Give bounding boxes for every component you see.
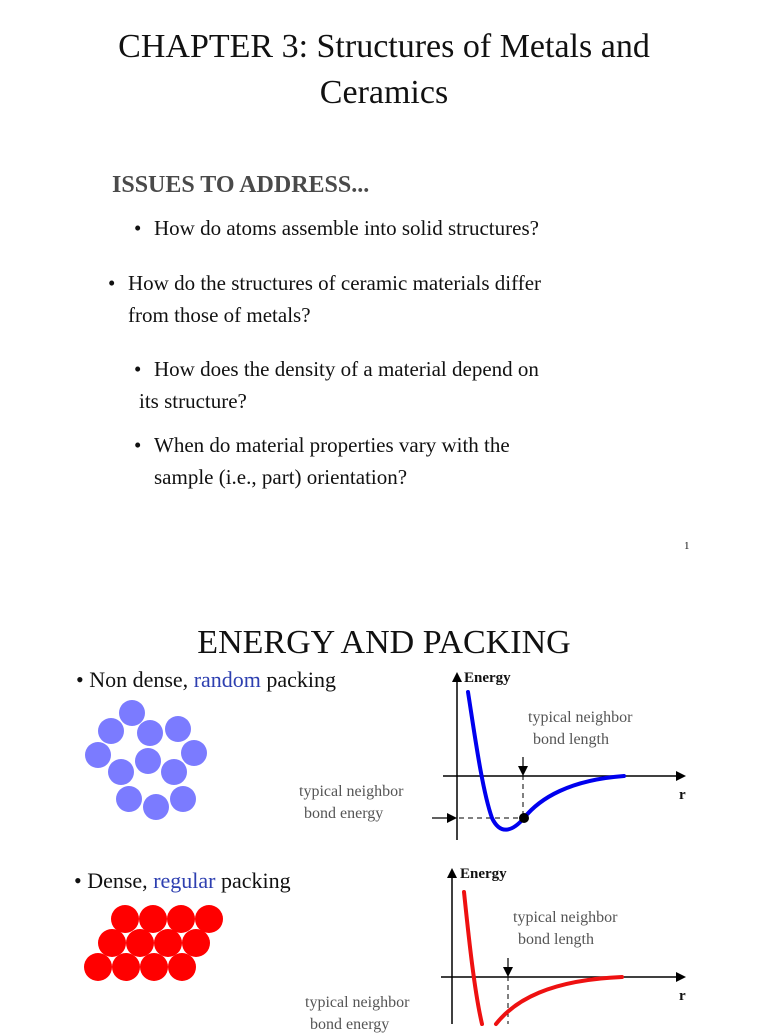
atom bbox=[108, 759, 134, 785]
regular-prefix: Dense, bbox=[87, 868, 154, 893]
issues-heading: ISSUES TO ADDRESS... bbox=[112, 172, 370, 198]
bullet-dot: • bbox=[134, 433, 142, 457]
bullet-dot: • bbox=[134, 357, 142, 381]
atom bbox=[161, 759, 187, 785]
atom bbox=[137, 720, 163, 746]
random-packing-atoms bbox=[85, 700, 207, 820]
atom bbox=[98, 718, 124, 744]
atom bbox=[111, 905, 139, 933]
atom bbox=[140, 953, 168, 981]
atom bbox=[139, 905, 167, 933]
atom bbox=[154, 929, 182, 957]
bond-energy-label-line1: typical neighbor bbox=[305, 994, 410, 1011]
bond-energy-label-line1: typical neighbor bbox=[299, 783, 404, 800]
bullet-2-text-line1: How do the structures of ceramic materials differ bbox=[128, 271, 542, 295]
atom bbox=[112, 953, 140, 981]
random-suffix: packing bbox=[260, 667, 337, 692]
atom bbox=[143, 794, 169, 820]
atom bbox=[98, 929, 126, 957]
bond-energy-label-line2: bond energy bbox=[304, 805, 384, 822]
bullet-1-text: How do atoms assemble into solid structures? bbox=[154, 216, 539, 240]
r-axis-label-bottom: r bbox=[679, 988, 686, 1004]
atom bbox=[170, 786, 196, 812]
bullet-3-text-line1: How does the density of a material depend on bbox=[154, 357, 539, 381]
random-accent: random bbox=[193, 667, 261, 692]
atom bbox=[119, 700, 145, 726]
energy-axis-label-top: Energy bbox=[464, 670, 511, 686]
regular-suffix: packing bbox=[215, 868, 291, 893]
atom bbox=[181, 740, 207, 766]
atom bbox=[116, 786, 142, 812]
atom bbox=[182, 929, 210, 957]
atom bbox=[168, 953, 196, 981]
atom bbox=[195, 905, 223, 933]
slide2-title: ENERGY AND PACKING bbox=[197, 624, 571, 661]
bullet-dot: • bbox=[76, 667, 90, 692]
energy-graph-top bbox=[432, 674, 684, 840]
random-prefix: Non dense, bbox=[89, 667, 194, 692]
atom bbox=[126, 929, 154, 957]
bond-length-label-line2: bond length bbox=[518, 931, 594, 948]
bond-energy-label-top bbox=[299, 781, 403, 825]
bullet-4-text-line2: sample (i.e., part) orientation? bbox=[154, 465, 408, 489]
atom bbox=[85, 742, 111, 768]
page-number: 1 bbox=[684, 540, 690, 552]
bullet-dot: • bbox=[108, 271, 116, 295]
atom bbox=[135, 748, 161, 774]
energy-axis-label-bottom: Energy bbox=[460, 866, 507, 882]
bond-length-label-bottom bbox=[513, 907, 617, 951]
atom bbox=[165, 716, 191, 742]
bullet-3-text-line2: its structure? bbox=[139, 389, 247, 413]
regular-accent: regular bbox=[153, 868, 216, 893]
bullet-dot: • bbox=[134, 216, 142, 240]
bullet-dot: • bbox=[74, 868, 88, 893]
bond-energy-label-bottom bbox=[305, 992, 410, 1033]
slide1-title-line1: CHAPTER 3: Structures of Metals and bbox=[118, 28, 650, 65]
atom bbox=[167, 905, 195, 933]
bond-length-label-line2: bond length bbox=[533, 731, 609, 748]
bullet-2-text-line2: from those of metals? bbox=[128, 303, 311, 327]
regular-packing-atoms bbox=[84, 905, 223, 981]
bullet-4-text-line1: When do material properties vary with the bbox=[154, 433, 510, 457]
atom bbox=[84, 953, 112, 981]
equilibrium-point bbox=[519, 813, 529, 823]
bond-energy-label-line2: bond energy bbox=[310, 1016, 390, 1033]
bond-length-label-top bbox=[528, 707, 632, 751]
bond-length-label-line1: typical neighbor bbox=[513, 909, 618, 926]
r-axis-label-top: r bbox=[679, 787, 686, 803]
bond-length-label-line1: typical neighbor bbox=[528, 709, 633, 726]
slide1-title-line2: Ceramics bbox=[319, 74, 449, 111]
